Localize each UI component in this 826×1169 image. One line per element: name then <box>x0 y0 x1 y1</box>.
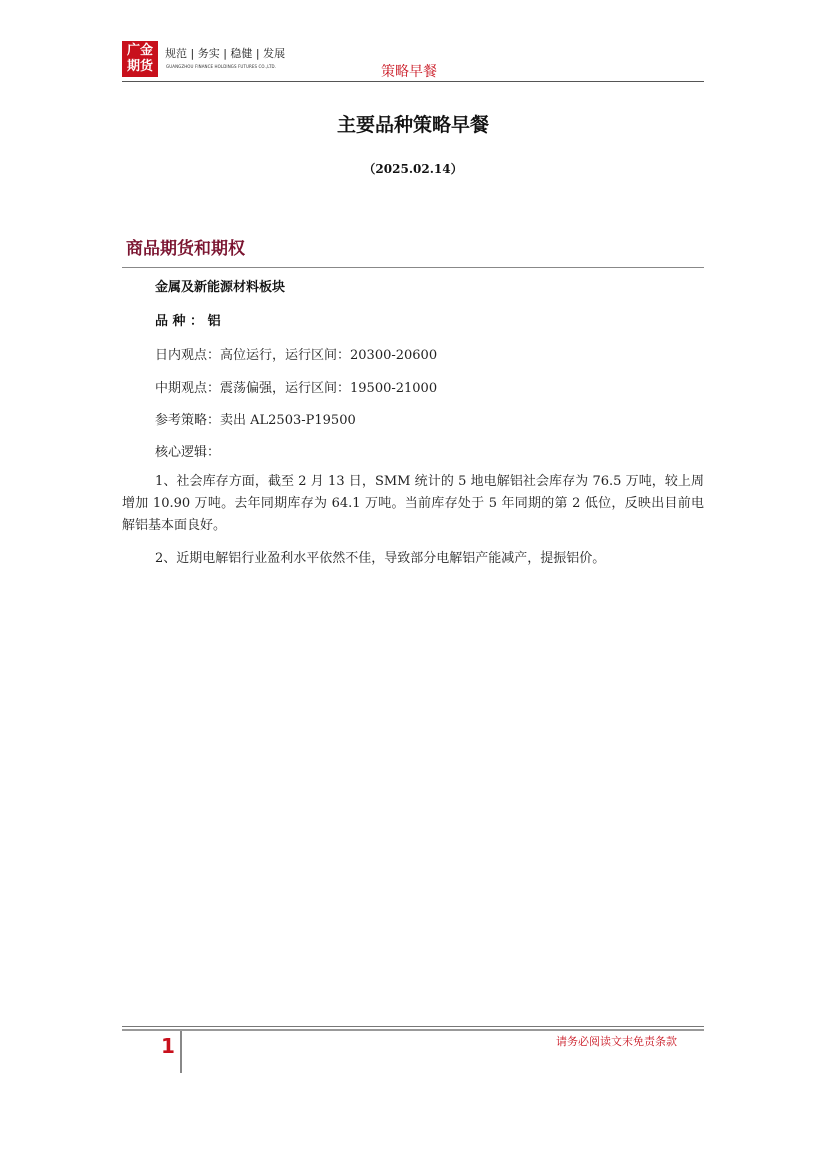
company-english-name: GUANGZHOU FINANCE HOLDINGS FUTURES CO.,LTD. <box>166 64 277 69</box>
document-date: （2025.02.14） <box>363 162 463 176</box>
page-number: 1 <box>161 1034 175 1058</box>
page-number-divider <box>180 1031 182 1073</box>
section-divider <box>122 267 704 268</box>
core-logic-label: 核心逻辑： <box>155 445 221 460</box>
logic-point-2: 2、近期电解铝行业盈利水平依然不佳，导致部分电解铝产能减产，提振铝价。 <box>155 551 606 566</box>
footer-divider-bottom <box>122 1029 704 1031</box>
reference-strategy: 参考策略：卖出 AL2503-P19500 <box>155 413 356 428</box>
variety-label: 品 种 ： 铝 <box>155 314 221 329</box>
header-report-tag: 策略早餐 <box>381 64 437 80</box>
company-slogan: 规范 | 务实 | 稳健 | 发展 <box>165 47 286 60</box>
logo-text-line2: 期货 <box>126 59 153 74</box>
logic-point-1: 1、社会库存方面，截至 2 月 13 日，SMM 统计的 5 地电解铝社会库存为 76.5 万吨，较上周增加 10.90 万吨。去年同期库存为 64.1 万吨。当前库存处于 5 年同期的第 2 低位，反映出目前电解铝基本面良好。 <box>122 474 704 533</box>
midterm-view: 中期观点：震荡偏强，运行区间：19500-21000 <box>155 381 438 396</box>
company-logo <box>122 41 158 77</box>
logo-text-line1: 广金 <box>126 43 153 58</box>
document-title: 主要品种策略早餐 <box>336 114 489 136</box>
header-divider <box>122 81 704 82</box>
sector-subtitle: 金属及新能源材料板块 <box>155 280 286 295</box>
disclaimer-link: 请务必阅读文末免责条款 <box>556 1035 677 1048</box>
footer-divider-top <box>122 1026 704 1027</box>
intraday-view: 日内观点：高位运行，运行区间：20300-20600 <box>155 348 438 363</box>
section-heading: 商品期货和期权 <box>126 239 245 259</box>
